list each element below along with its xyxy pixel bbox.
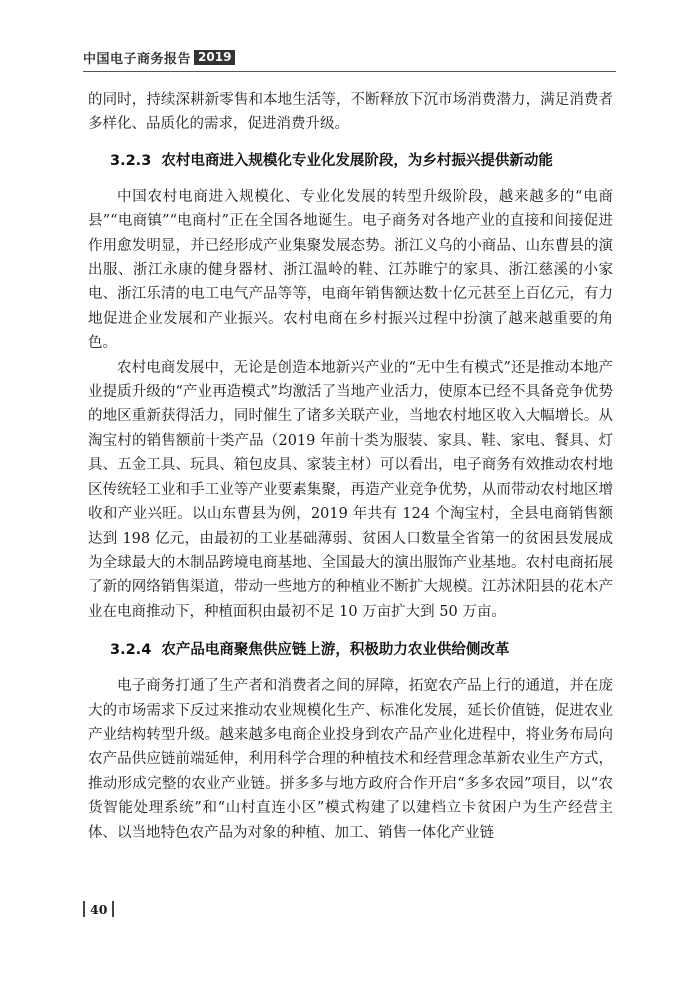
section-number: 3.2.4	[110, 642, 152, 659]
footer-bar-right	[112, 901, 114, 917]
page-number: 40	[90, 901, 108, 917]
section-title: 农村电商进入规模化专业化发展阶段，为乡村振兴提供新动能	[161, 152, 553, 169]
paragraph: 农村电商发展中，无论是创造本地新兴产业的“无中生有模式”还是推动本地产业提质升级的“产业再造模式”均激活了当地产业活力，使原本已经不具备竞争优势的地区重新获得活力，同时催生了诸多关联产业，当地农村地区收入大幅增长。从淘宝村的销售额前十类产品（2019 年前十类为服装、家具、鞋、家电、餐具、灯具、五金工具、玩具、箱包皮具、家装主材）可以看出，电子商务有效推动农村地区传统轻工业和手工业等产业要素集聚，再造产业竞争优势，从而带动农村地区增收和产业兴旺。以山东曹县为例，2019 年共有 124 个淘宝村，全县电商销售额达到 198 亿元，由最初的工业基础薄弱、贫困人口数量全省第一的贫困县发展成为全球最大的木制品跨境电商基地、全国最大的演出服饰产业基地。农村电商拓展了新的网络销售渠道，带动一些地方的种植业不断扩大规模。江苏沭阳县的花木产业在电商推动下，种植面积由最初不足 10 万亩扩大到 50 万亩。	[88, 359, 613, 620]
header-rule	[83, 71, 616, 72]
page-body	[88, 88, 613, 845]
intro-paragraph: 的同时，持续深耕新零售和本地生活等，不断释放下沉市场消费潜力，满足消费者多样化、品质化的需求，促进消费升级。	[88, 92, 613, 133]
book-title: 中国电子商务报告	[83, 52, 192, 67]
running-header	[83, 48, 235, 67]
section-number: 3.2.3	[110, 152, 152, 169]
paragraph: 中国农村电商进入规模化、专业化发展的转型升级阶段，越来越多的“电商县”“电商镇”“电商村”正在全国各地诞生。电子商务对各地产业的直接和间接促进作用愈发明显，并已经形成产业集聚发展态势。浙江义乌的小商品、山东曹县的演出服、浙江永康的健身器材、浙江温岭的鞋、江苏睢宁的家具、浙江慈溪的小家电、浙江乐清的电工电气产品等等，电商年销售额达数十亿元甚至上百亿元，有力地促进企业发展和产业振兴。农村电商在乡村振兴过程中扮演了越来越重要的角色。	[88, 188, 613, 352]
page-footer	[83, 901, 114, 917]
section-heading-3-2-4	[88, 638, 613, 662]
section-heading-3-2-3	[88, 149, 613, 173]
year-badge: 2019	[194, 50, 235, 65]
section-title: 农产品电商聚焦供应链上游，积极助力农业供给侧改革	[161, 642, 510, 659]
paragraph: 电子商务打通了生产者和消费者之间的屏障，拓宽农产品上行的通道，并在庞大的市场需求下反过来推动农业规模化生产、标准化发展，延长价值链，促进农业产业结构转型升级。越来越多电商企业投身到农产品产业化进程中，将业务布局向农产品供应链前端延伸，利用科学合理的种植技术和经营理念革新农业生产方式，推动形成完整的农业产业链。拼多多与地方政府合作开启“多多农园”项目，以“农货智能处理系统”和“山村直连小区”模式构建了以建档立卡贫困户为生产经营主体、以当地特色农产品为对象的种植、加工、销售一体化产业链	[88, 678, 613, 841]
